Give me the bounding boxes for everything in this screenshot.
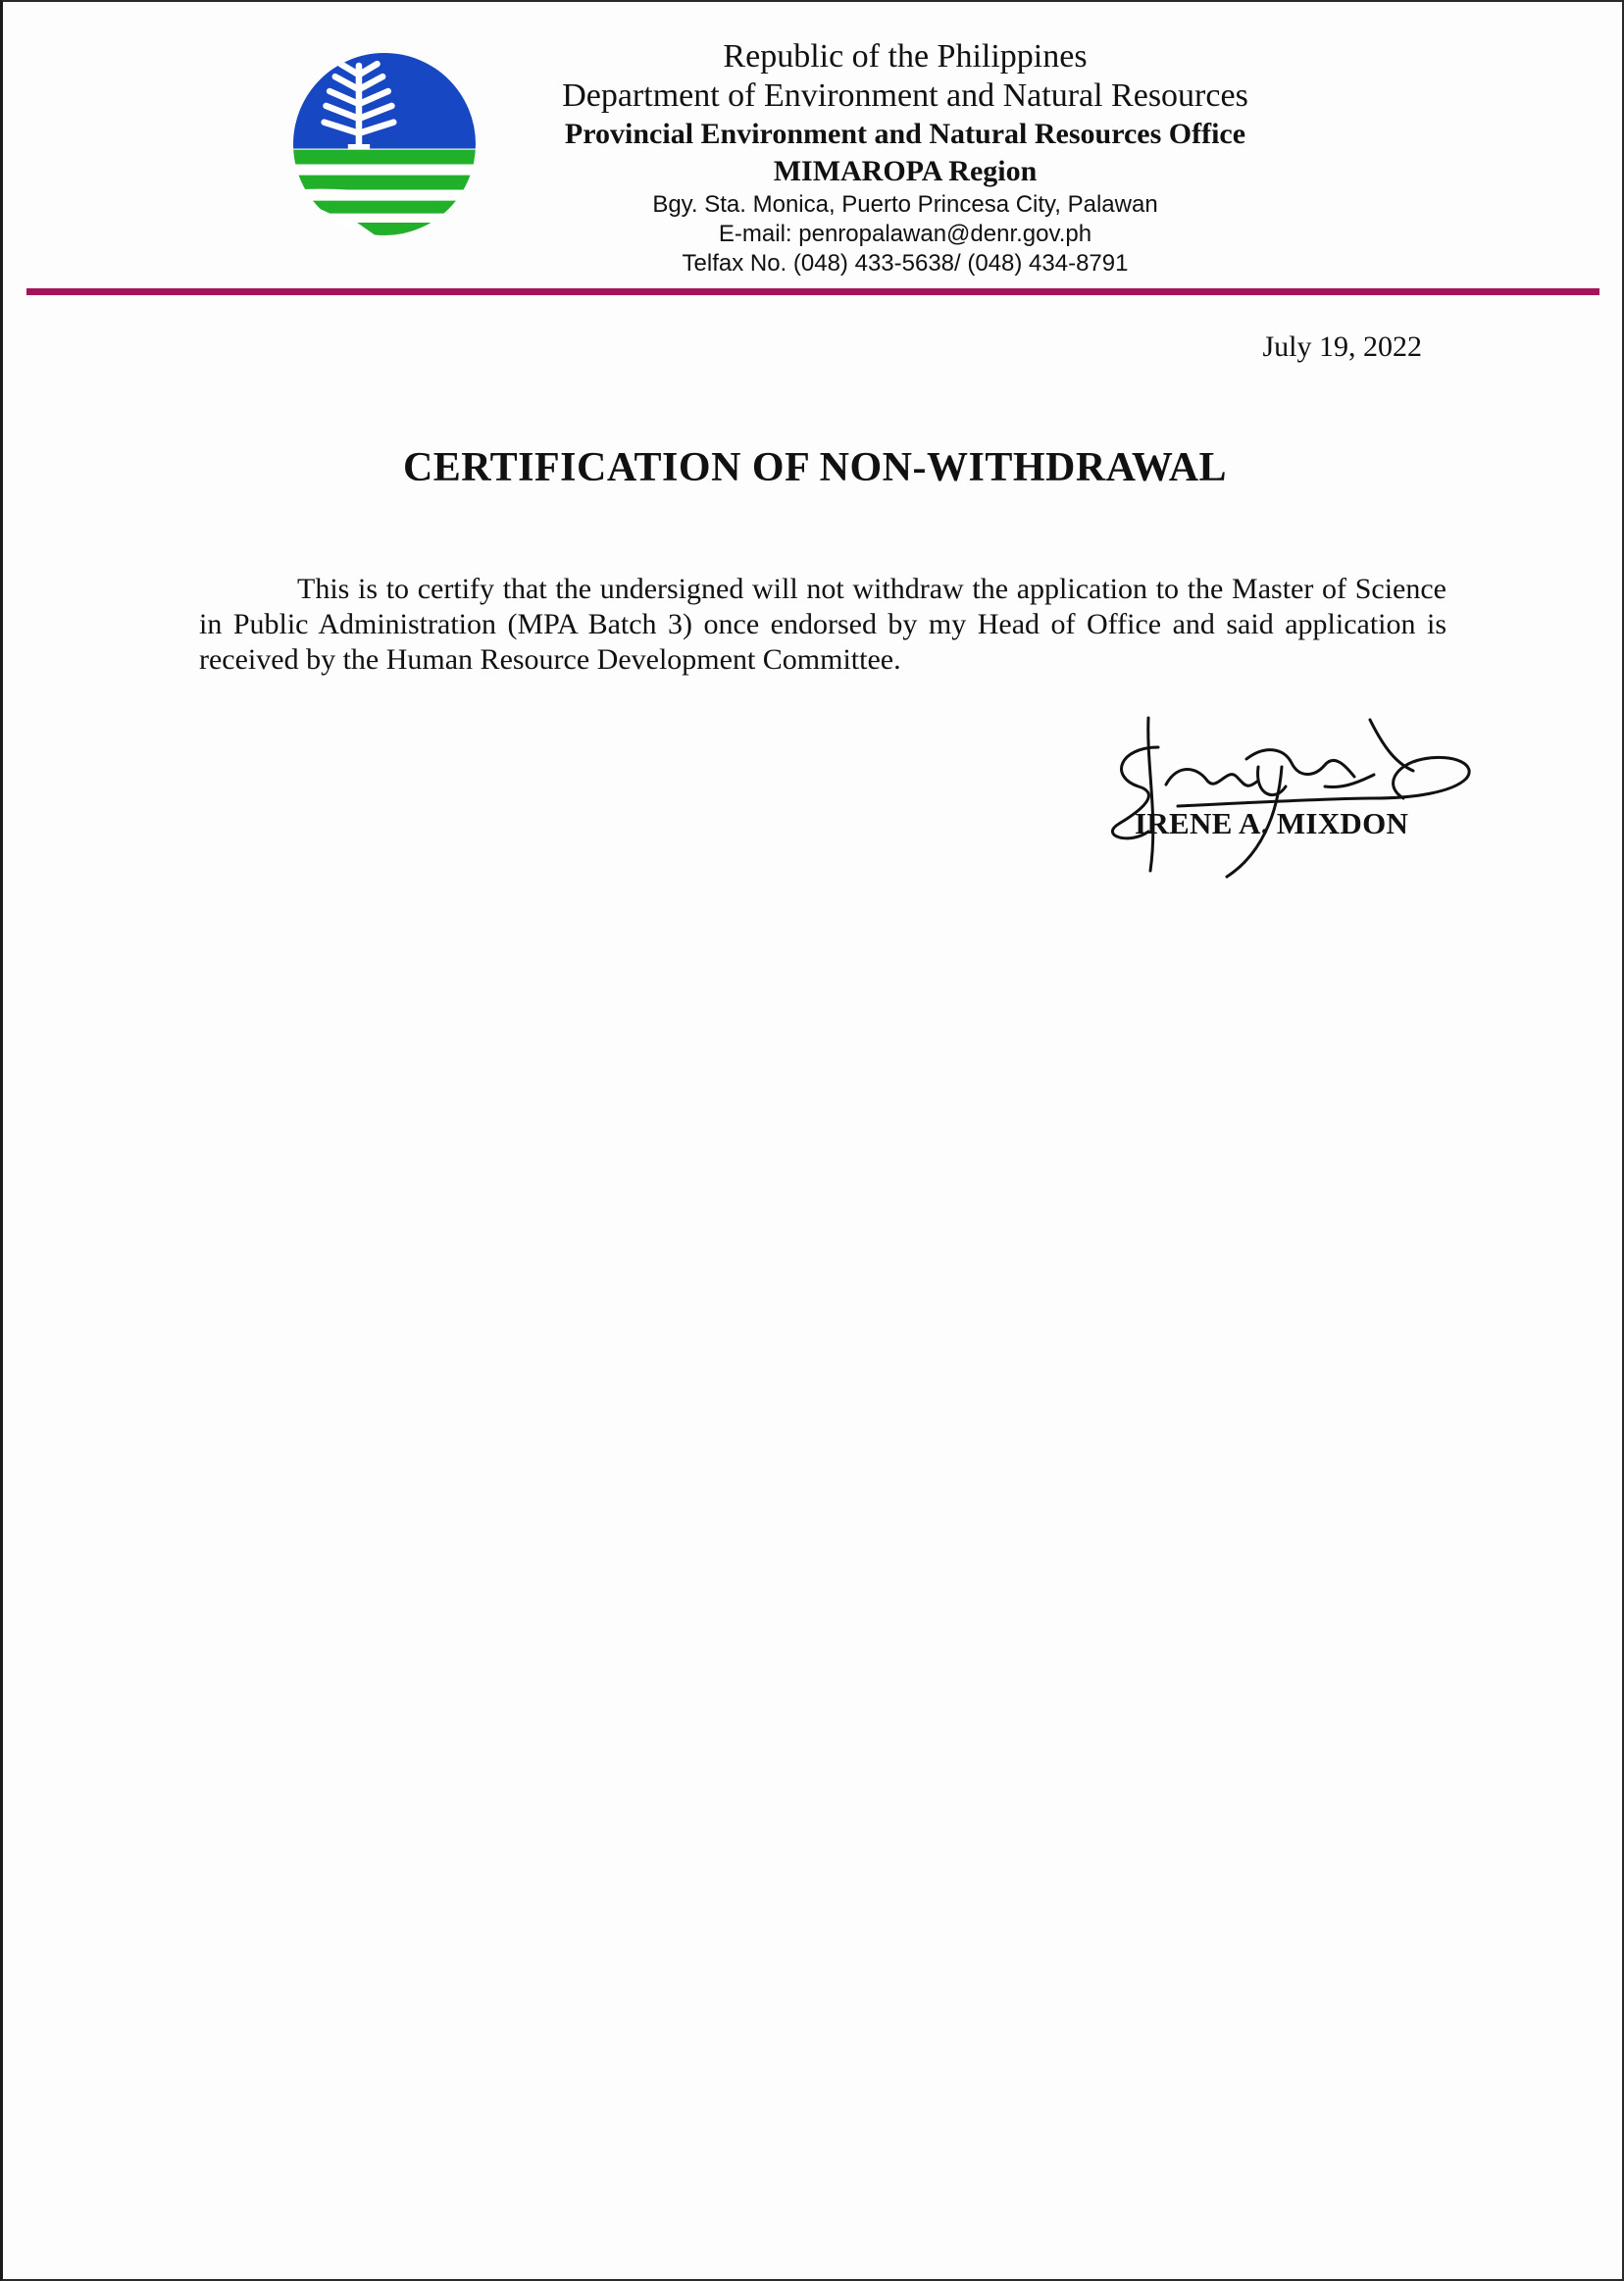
signatory-name: IRENE A. MIXDON [1135, 806, 1409, 840]
document-body: This is to certify that the undersigned will not withdraw the application to the Master of Science in Public Administration (MPA Batch 3) once endorsed by my Head of Office and said application is received by the Human Resource Development Committee. [199, 573, 1446, 676]
document-date: July 19, 2022 [1262, 330, 1422, 363]
letterhead-office: Provincial Environment and Natural Resources Office [564, 118, 1246, 150]
letterhead [415, 37, 1396, 279]
document-title: CERTIFICATION OF NON-WITHDRAWAL [402, 445, 1228, 490]
letterhead-republic: Republic of the Philippines [723, 38, 1088, 75]
letterhead-divider [26, 288, 1599, 295]
handwritten-signature [1090, 708, 1486, 885]
letterhead-telfax: Telfax No. (048) 433-5638/ (048) 434-8791 [682, 250, 1129, 277]
letterhead-address: Bgy. Sta. Monica, Puerto Princesa City, Palawan [652, 191, 1158, 218]
letterhead-email: E-mail: penropalawan@denr.gov.ph [718, 221, 1092, 247]
letterhead-region: MIMAROPA Region [773, 155, 1038, 187]
letterhead-department: Department of Environment and Natural Resources [562, 77, 1248, 114]
